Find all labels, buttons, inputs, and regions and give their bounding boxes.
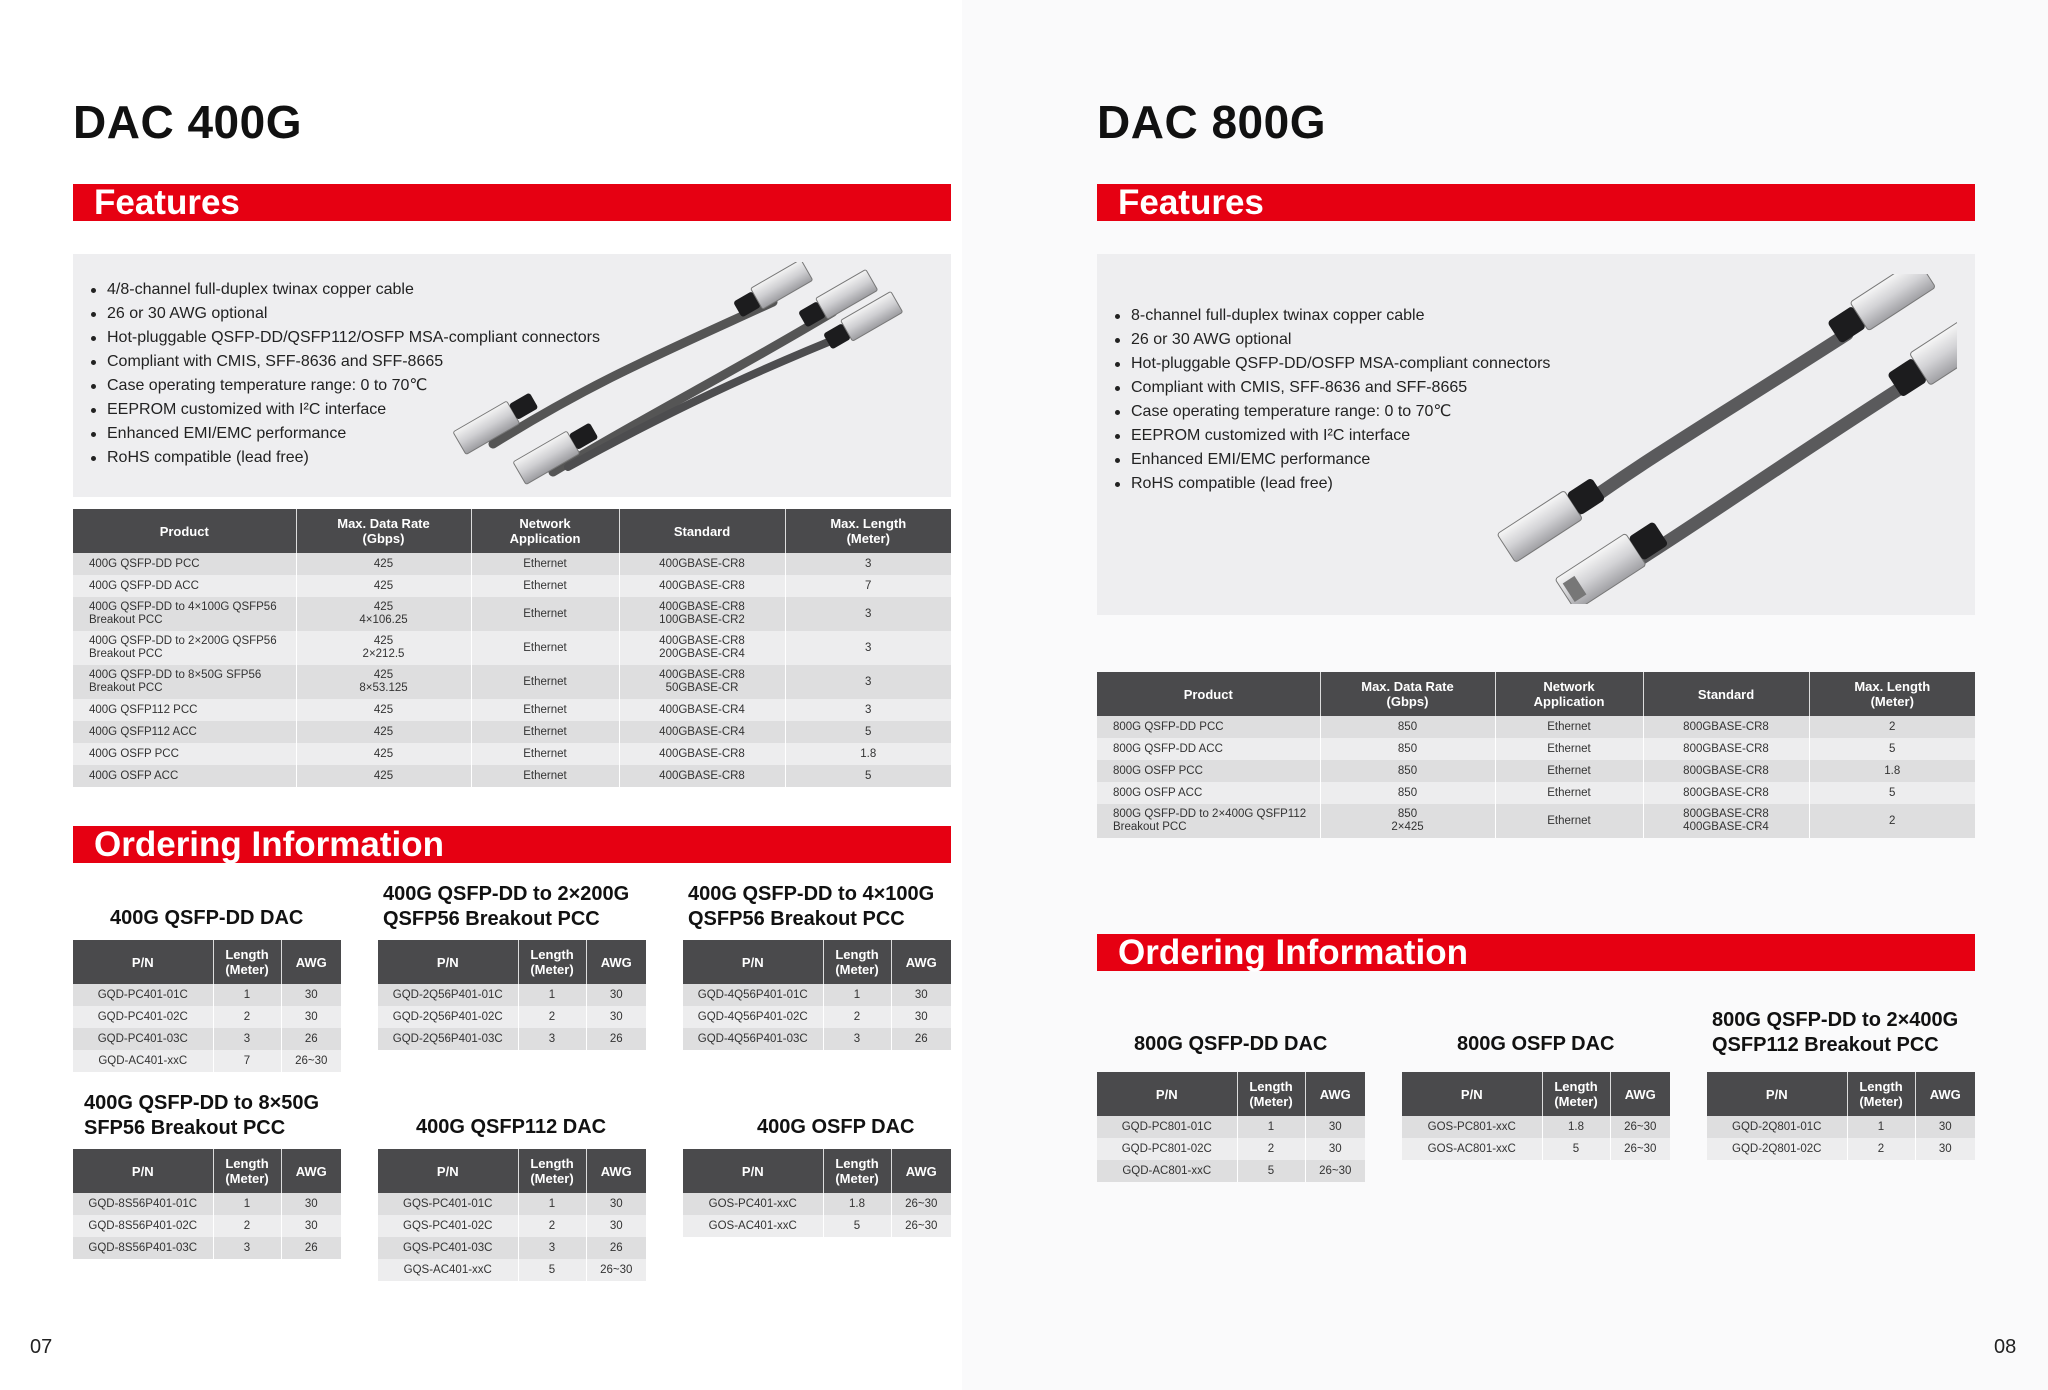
ordering-cell: 30 [586, 1193, 646, 1215]
spec-cell: 7 [785, 575, 951, 597]
ordering-cell: 3 [823, 1028, 891, 1050]
ordering-cell: GQS-AC401-xxC [378, 1259, 518, 1281]
ordering-header-row [1402, 1072, 1670, 1116]
spec-cell: 3 [785, 553, 951, 575]
spec-cell: 400G QSFP112 ACC [73, 721, 296, 743]
ordering-table-row [378, 1237, 646, 1259]
ordering-header-row [378, 940, 646, 984]
spec-cell: 5 [1809, 738, 1975, 760]
ordering-table [683, 940, 951, 1050]
ordering-table-title: 400G QSFP-DD to 4×100G QSFP56 Breakout PCC [688, 883, 935, 930]
spec-cell: Ethernet [471, 575, 619, 597]
ordering-table-title: 400G QSFP-DD to 8×50G SFP56 Breakout PCC [84, 1092, 320, 1139]
ordering-cell: GOS-PC401-xxC [683, 1193, 823, 1215]
feature-item: Case operating temperature range: 0 to 70℃ [89, 374, 600, 398]
ordering-column-header: Length (Meter) [1542, 1072, 1610, 1116]
ordering-cell: 3 [213, 1028, 281, 1050]
ordering-column-header: Length (Meter) [1847, 1072, 1915, 1116]
ordering-cell: 30 [891, 1006, 951, 1028]
ordering-table [1097, 1072, 1365, 1182]
ordering-cell: 5 [1542, 1138, 1610, 1160]
ordering-cell: GQD-4Q56P401-03C [683, 1028, 823, 1050]
spec-table-row [73, 665, 951, 699]
ordering-header-row [1097, 1072, 1365, 1116]
ordering-cell: 1 [1847, 1116, 1915, 1138]
spec-table-header-row [73, 509, 951, 553]
spec-column-header: Product [1097, 672, 1320, 716]
ordering-cell: GQD-8S56P401-02C [73, 1215, 213, 1237]
ordering-column-header: Length (Meter) [213, 940, 281, 984]
dac-800g-cable-image [1437, 274, 1957, 604]
spec-table-row [73, 765, 951, 787]
ordering-cell: 1 [213, 984, 281, 1006]
ordering-table-row [683, 1028, 951, 1050]
ordering-cell: 1 [1237, 1116, 1305, 1138]
ordering-table-row [73, 1006, 341, 1028]
feature-item: RoHS compatible (lead free) [1113, 472, 1550, 496]
spec-cell: Ethernet [471, 765, 619, 787]
page-number-right: 08 [1994, 1336, 2017, 1358]
ordering-cell: 26 [281, 1028, 341, 1050]
ordering-table-row [378, 984, 646, 1006]
spec-cell: 400G QSFP-DD to 2×200G QSFP56 Breakout PCC [73, 631, 296, 665]
ordering-cell: 30 [1305, 1116, 1365, 1138]
ordering-column-header: Length (Meter) [518, 1149, 586, 1193]
spec-cell: 3 [785, 699, 951, 721]
ordering-cell: 26~30 [1610, 1116, 1670, 1138]
ordering-column-header: P/N [683, 1149, 823, 1193]
spec-cell: 800GBASE-CR8 [1643, 760, 1809, 782]
ordering-table [378, 940, 646, 1050]
spec-table-row [1097, 804, 1975, 838]
ordering-header-row [683, 940, 951, 984]
spec-cell: 800G QSFP-DD to 2×400G QSFP112 Breakout PCC [1097, 804, 1320, 838]
spec-cell: 400G QSFP-DD PCC [73, 553, 296, 575]
ordering-table-row [1097, 1116, 1365, 1138]
ordering-table-title: 800G QSFP-DD DAC [1134, 1033, 1328, 1055]
spec-cell: 1.8 [1809, 760, 1975, 782]
spec-cell: 800G QSFP-DD ACC [1097, 738, 1320, 760]
page-title-dac-800g: DAC 800G [1097, 96, 1326, 148]
ordering-column-header: P/N [683, 940, 823, 984]
feature-item: Enhanced EMI/EMC performance [1113, 448, 1550, 472]
spec-cell: 400GBASE-CR8 [619, 553, 785, 575]
spec-table-row [1097, 738, 1975, 760]
ordering-cell: 26~30 [586, 1259, 646, 1281]
ordering-cell: 26~30 [1305, 1160, 1365, 1182]
ordering-cell: GOS-PC801-xxC [1402, 1116, 1542, 1138]
ordering-table [1402, 1072, 1670, 1160]
spec-cell: 850 2×425 [1320, 804, 1495, 838]
spec-column-header: Network Application [1495, 672, 1643, 716]
spec-cell: Ethernet [471, 597, 619, 631]
ordering-cell: 26~30 [281, 1050, 341, 1072]
feature-item: 26 or 30 AWG optional [89, 302, 600, 326]
spec-cell: 400GBASE-CR8 [619, 743, 785, 765]
feature-item: 4/8-channel full-duplex twinax copper cable [89, 278, 600, 302]
features-panel-800g [1097, 254, 1975, 615]
ordering-cell: 3 [518, 1237, 586, 1259]
spec-column-header: Standard [1643, 672, 1809, 716]
ordering-table-row [73, 1215, 341, 1237]
ordering-cell: GQS-PC401-01C [378, 1193, 518, 1215]
spec-cell: Ethernet [1495, 738, 1643, 760]
ordering-cell: GQD-2Q801-02C [1707, 1138, 1847, 1160]
ordering-cell: 30 [281, 1006, 341, 1028]
ordering-cell: 2 [823, 1006, 891, 1028]
spec-cell: 400GBASE-CR8 100GBASE-CR2 [619, 597, 785, 631]
spec-column-header: Max. Length (Meter) [1809, 672, 1975, 716]
ordering-cell: 30 [281, 1193, 341, 1215]
spec-cell: 800GBASE-CR8 400GBASE-CR4 [1643, 804, 1809, 838]
spec-cell: 425 [296, 765, 471, 787]
ordering-column-header: P/N [73, 1149, 213, 1193]
spec-cell: 425 8×53.125 [296, 665, 471, 699]
ordering-cell: GQD-PC401-03C [73, 1028, 213, 1050]
ordering-cell: 5 [823, 1215, 891, 1237]
ordering-cell: 30 [586, 1215, 646, 1237]
ordering-cell: 26 [586, 1028, 646, 1050]
features-heading-800g: Features [1097, 184, 1975, 221]
ordering-heading-800g: Ordering Information [1097, 934, 1975, 971]
ordering-table-title: 800G OSFP DAC [1457, 1033, 1615, 1055]
spec-cell: 400G OSFP ACC [73, 765, 296, 787]
ordering-column-header: P/N [378, 940, 518, 984]
ordering-cell: 30 [586, 984, 646, 1006]
ordering-column-header: P/N [1707, 1072, 1847, 1116]
spec-cell: 850 [1320, 716, 1495, 738]
spec-cell: 425 [296, 553, 471, 575]
spec-cell: Ethernet [471, 553, 619, 575]
ordering-cell: GOS-AC801-xxC [1402, 1138, 1542, 1160]
page-number-left: 07 [30, 1336, 53, 1358]
spec-table-400g [73, 509, 951, 787]
spec-cell: 400GBASE-CR4 [619, 699, 785, 721]
ordering-heading-400g: Ordering Information [73, 826, 951, 863]
ordering-column-header: Length (Meter) [823, 940, 891, 984]
ordering-header-row [683, 1149, 951, 1193]
spec-table-row [1097, 782, 1975, 804]
spec-cell: Ethernet [1495, 804, 1643, 838]
ordering-cell: 2 [213, 1006, 281, 1028]
ordering-cell: GQD-8S56P401-03C [73, 1237, 213, 1259]
spec-cell: 2 [1809, 804, 1975, 838]
ordering-column-header: P/N [1097, 1072, 1237, 1116]
ordering-cell: 30 [281, 984, 341, 1006]
spec-table-800g [1097, 672, 1975, 838]
ordering-header-row [73, 1149, 341, 1193]
ordering-column-header: P/N [73, 940, 213, 984]
ordering-cell: GQD-4Q56P401-01C [683, 984, 823, 1006]
ordering-cell: 30 [1915, 1138, 1975, 1160]
ordering-header-row [1707, 1072, 1975, 1116]
ordering-cell: 1 [518, 984, 586, 1006]
spec-cell: Ethernet [471, 665, 619, 699]
feature-item: 8-channel full-duplex twinax copper cable [1113, 304, 1550, 328]
ordering-cell: 26~30 [1610, 1138, 1670, 1160]
spec-column-header: Standard [619, 509, 785, 553]
spec-cell: Ethernet [1495, 716, 1643, 738]
ordering-table-row [683, 1006, 951, 1028]
ordering-column-header: AWG [1915, 1072, 1975, 1116]
ordering-table-row [378, 1259, 646, 1281]
spec-column-header: Max. Data Rate (Gbps) [296, 509, 471, 553]
ordering-cell: 30 [281, 1215, 341, 1237]
ordering-cell: 7 [213, 1050, 281, 1072]
ordering-table-row [1707, 1116, 1975, 1138]
ordering-cell: GQD-PC801-02C [1097, 1138, 1237, 1160]
spec-table-row [73, 743, 951, 765]
ordering-cell: GQD-2Q56P401-02C [378, 1006, 518, 1028]
spec-cell: 5 [1809, 782, 1975, 804]
ordering-cell: 30 [891, 984, 951, 1006]
spec-cell: 850 [1320, 782, 1495, 804]
ordering-cell: GQD-AC401-xxC [73, 1050, 213, 1072]
spec-cell: 400GBASE-CR8 [619, 765, 785, 787]
ordering-cell: 5 [1237, 1160, 1305, 1182]
ordering-table-title: 800G QSFP-DD to 2×400G QSFP112 Breakout PCC [1712, 1009, 1959, 1056]
feature-item: Hot-pluggable QSFP-DD/OSFP MSA-compliant connectors [1113, 352, 1550, 376]
ordering-cell: 3 [518, 1028, 586, 1050]
ordering-table-row [73, 1050, 341, 1072]
ordering-cell: 30 [586, 1006, 646, 1028]
ordering-cell: GQS-PC401-03C [378, 1237, 518, 1259]
spec-table-header-row [1097, 672, 1975, 716]
ordering-cell: 2 [518, 1215, 586, 1237]
spec-table-row [73, 575, 951, 597]
spec-cell: Ethernet [471, 699, 619, 721]
ordering-table-row [73, 984, 341, 1006]
spec-cell: 800G QSFP-DD PCC [1097, 716, 1320, 738]
spec-cell: 400GBASE-CR8 200GBASE-CR4 [619, 631, 785, 665]
ordering-column-header: AWG [281, 1149, 341, 1193]
ordering-table-row [1707, 1138, 1975, 1160]
spec-cell: 425 2×212.5 [296, 631, 471, 665]
spec-table-row [1097, 716, 1975, 738]
ordering-column-header: Length (Meter) [1237, 1072, 1305, 1116]
ordering-cell: 2 [518, 1006, 586, 1028]
ordering-cell: GQD-PC401-01C [73, 984, 213, 1006]
spec-cell: Ethernet [1495, 760, 1643, 782]
spec-cell: 800GBASE-CR8 [1643, 716, 1809, 738]
spec-column-header: Max. Length (Meter) [785, 509, 951, 553]
spec-cell: 800G OSFP ACC [1097, 782, 1320, 804]
spec-table-row [73, 631, 951, 665]
ordering-column-header: Length (Meter) [823, 1149, 891, 1193]
spec-cell: 425 [296, 743, 471, 765]
ordering-table-title: 400G QSFP-DD DAC [110, 907, 304, 929]
ordering-cell: GQD-PC401-02C [73, 1006, 213, 1028]
ordering-header-row [73, 940, 341, 984]
ordering-table-row [378, 1193, 646, 1215]
ordering-cell: 26 [891, 1028, 951, 1050]
ordering-table-row [378, 1028, 646, 1050]
feature-item: EEPROM customized with I²C interface [89, 398, 600, 422]
spec-cell: 850 [1320, 760, 1495, 782]
ordering-cell: GQD-2Q56P401-01C [378, 984, 518, 1006]
ordering-cell: 26 [586, 1237, 646, 1259]
dac-400g-cable-image [433, 262, 933, 492]
ordering-header-row [378, 1149, 646, 1193]
ordering-column-header: P/N [378, 1149, 518, 1193]
spec-cell: 400G QSFP-DD to 4×100G QSFP56 Breakout PCC [73, 597, 296, 631]
ordering-table [1707, 1072, 1975, 1160]
ordering-cell: 1.8 [1542, 1116, 1610, 1138]
ordering-table-row [378, 1006, 646, 1028]
ordering-table-row [73, 1193, 341, 1215]
spec-cell: 400G QSFP-DD ACC [73, 575, 296, 597]
ordering-table-row [378, 1215, 646, 1237]
ordering-column-header: AWG [1305, 1072, 1365, 1116]
page-title-dac-400g: DAC 400G [73, 96, 302, 148]
ordering-column-header: AWG [586, 940, 646, 984]
ordering-cell: 2 [213, 1215, 281, 1237]
spec-cell: 3 [785, 665, 951, 699]
ordering-cell: 3 [213, 1237, 281, 1259]
feature-item: Hot-pluggable QSFP-DD/QSFP112/OSFP MSA-compliant connectors [89, 326, 600, 350]
ordering-column-header: AWG [586, 1149, 646, 1193]
ordering-table-title: 400G QSFP112 DAC [416, 1116, 607, 1138]
feature-item: Enhanced EMI/EMC performance [89, 422, 600, 446]
ordering-cell: 2 [1847, 1138, 1915, 1160]
ordering-cell: 1 [518, 1193, 586, 1215]
features-heading-400g: Features [73, 184, 951, 221]
ordering-cell: GQD-AC801-xxC [1097, 1160, 1237, 1182]
spec-cell: 425 [296, 721, 471, 743]
spec-cell: Ethernet [471, 743, 619, 765]
ordering-table-row [73, 1028, 341, 1050]
ordering-cell: 1.8 [823, 1193, 891, 1215]
ordering-cell: GQD-PC801-01C [1097, 1116, 1237, 1138]
ordering-column-header: AWG [1610, 1072, 1670, 1116]
ordering-cell: 26~30 [891, 1193, 951, 1215]
spec-cell: Ethernet [471, 631, 619, 665]
feature-item: Compliant with CMIS, SFF-8636 and SFF-8665 [1113, 376, 1550, 400]
spec-cell: 2 [1809, 716, 1975, 738]
ordering-cell: 26~30 [891, 1215, 951, 1237]
spec-cell: 425 4×106.25 [296, 597, 471, 631]
ordering-table-row [73, 1237, 341, 1259]
feature-item: EEPROM customized with I²C interface [1113, 424, 1550, 448]
ordering-table [73, 940, 341, 1072]
spec-column-header: Max. Data Rate (Gbps) [1320, 672, 1495, 716]
spec-column-header: Network Application [471, 509, 619, 553]
ordering-table-row [683, 984, 951, 1006]
spec-cell: 400GBASE-CR4 [619, 721, 785, 743]
ordering-cell: 1 [823, 984, 891, 1006]
spec-column-header: Product [73, 509, 296, 553]
ordering-table [378, 1149, 646, 1281]
ordering-cell: GQS-PC401-02C [378, 1215, 518, 1237]
spec-cell: 400G OSFP PCC [73, 743, 296, 765]
spec-table-row [73, 597, 951, 631]
ordering-cell: 5 [518, 1259, 586, 1281]
ordering-cell: GQD-4Q56P401-02C [683, 1006, 823, 1028]
ordering-table-title: 400G QSFP-DD to 2×200G QSFP56 Breakout PCC [383, 883, 630, 930]
ordering-cell: 1 [213, 1193, 281, 1215]
spec-table-row [73, 553, 951, 575]
ordering-cell: 30 [1915, 1116, 1975, 1138]
ordering-table-row [683, 1215, 951, 1237]
spec-cell: 1.8 [785, 743, 951, 765]
ordering-column-header: AWG [891, 1149, 951, 1193]
ordering-column-header: P/N [1402, 1072, 1542, 1116]
feature-item: RoHS compatible (lead free) [89, 446, 600, 470]
spec-cell: 3 [785, 631, 951, 665]
ordering-table [73, 1149, 341, 1259]
ordering-table-row [1097, 1138, 1365, 1160]
spec-cell: 5 [785, 721, 951, 743]
feature-item: Case operating temperature range: 0 to 70℃ [1113, 400, 1550, 424]
ordering-table-row [1402, 1116, 1670, 1138]
spec-cell: 850 [1320, 738, 1495, 760]
spec-cell: 400GBASE-CR8 [619, 575, 785, 597]
spec-table-row [73, 721, 951, 743]
ordering-column-header: AWG [281, 940, 341, 984]
ordering-cell: GQD-2Q56P401-03C [378, 1028, 518, 1050]
spec-cell: Ethernet [471, 721, 619, 743]
spec-table-row [73, 699, 951, 721]
feature-item: 26 or 30 AWG optional [1113, 328, 1550, 352]
ordering-table-row [1402, 1138, 1670, 1160]
spec-cell: 425 [296, 699, 471, 721]
features-panel-400g [73, 254, 951, 497]
ordering-cell: 26 [281, 1237, 341, 1259]
ordering-table-title: 400G OSFP DAC [757, 1116, 915, 1138]
feature-item: Compliant with CMIS, SFF-8636 and SFF-8665 [89, 350, 600, 374]
spec-cell: 425 [296, 575, 471, 597]
ordering-column-header: AWG [891, 940, 951, 984]
spec-cell: 800GBASE-CR8 [1643, 738, 1809, 760]
ordering-cell: GQD-8S56P401-01C [73, 1193, 213, 1215]
spec-table-row [1097, 760, 1975, 782]
ordering-table [683, 1149, 951, 1237]
spec-cell: 400G QSFP112 PCC [73, 699, 296, 721]
ordering-table-row [1097, 1160, 1365, 1182]
ordering-cell: 30 [1305, 1138, 1365, 1160]
spec-cell: 400G QSFP-DD to 8×50G SFP56 Breakout PCC [73, 665, 296, 699]
spec-cell: 3 [785, 597, 951, 631]
spec-cell: 800GBASE-CR8 [1643, 782, 1809, 804]
ordering-column-header: Length (Meter) [213, 1149, 281, 1193]
ordering-table-row [683, 1193, 951, 1215]
ordering-cell: 2 [1237, 1138, 1305, 1160]
ordering-cell: GOS-AC401-xxC [683, 1215, 823, 1237]
spec-cell: 5 [785, 765, 951, 787]
spec-cell: 800G OSFP PCC [1097, 760, 1320, 782]
ordering-column-header: Length (Meter) [518, 940, 586, 984]
spec-cell: Ethernet [1495, 782, 1643, 804]
spec-cell: 400GBASE-CR8 50GBASE-CR [619, 665, 785, 699]
ordering-cell: GQD-2Q801-01C [1707, 1116, 1847, 1138]
